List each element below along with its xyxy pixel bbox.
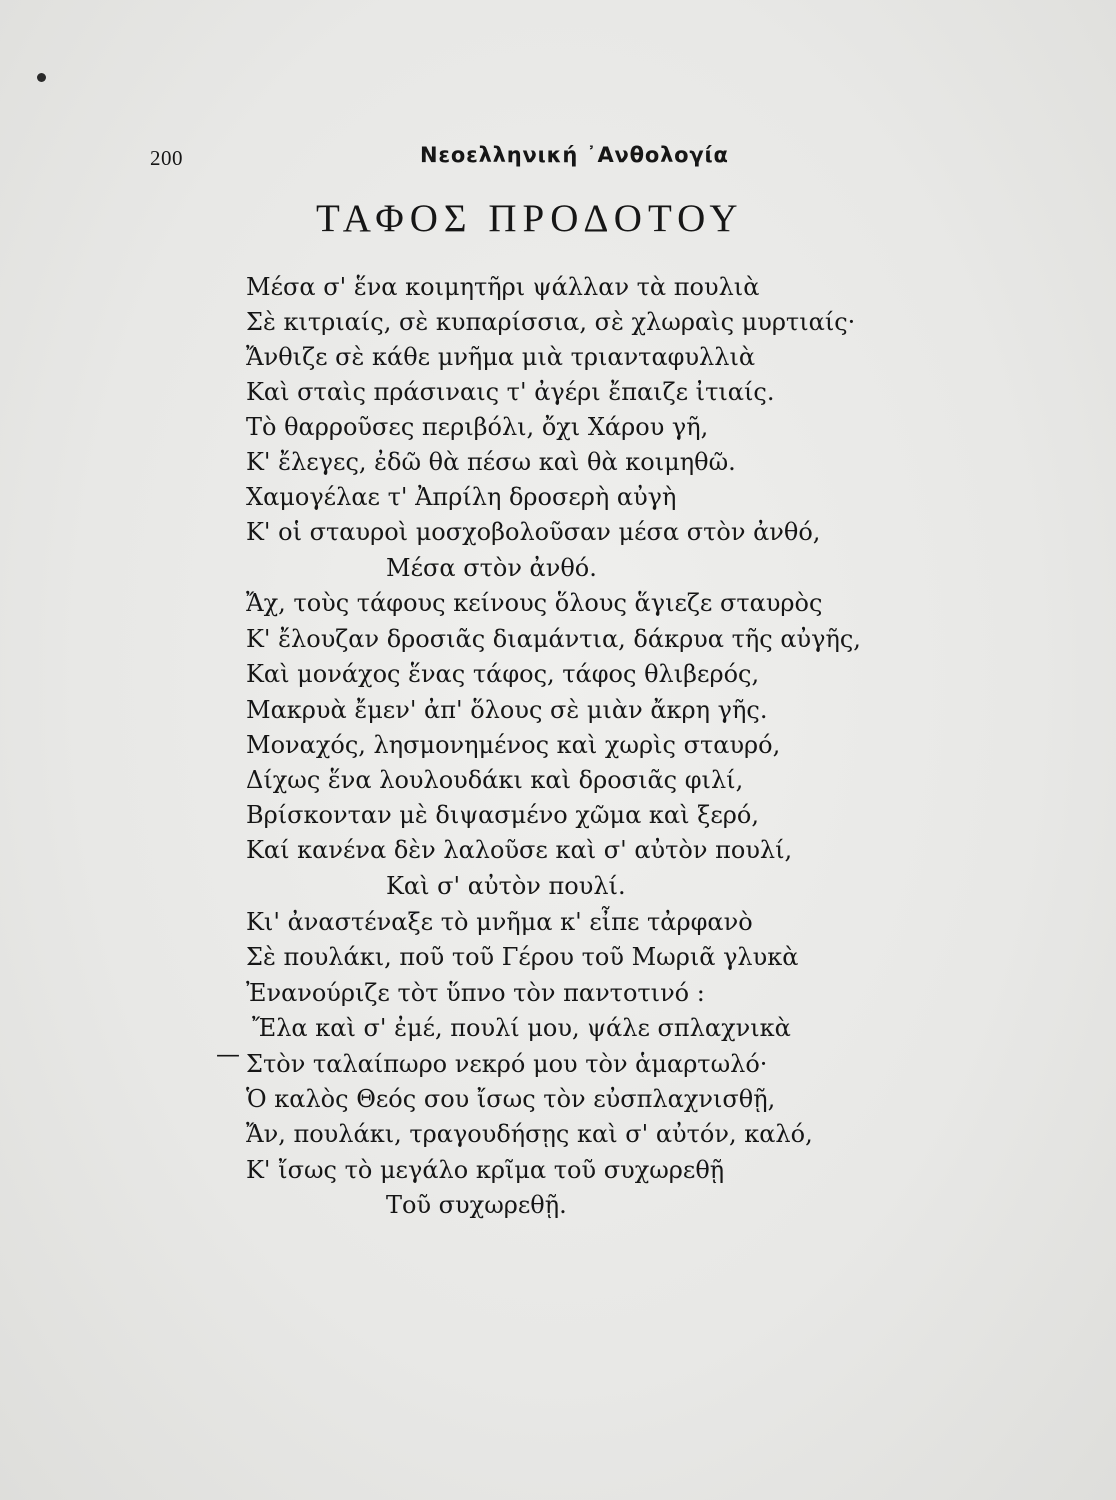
poem-line: Δίχως ἕνα λουλουδάκι καὶ δροσιᾶς φιλί, (246, 766, 744, 794)
running-title: Νεοελληνική ᾿Ανθολογία (420, 143, 729, 167)
poem-line: Κ' ἴσως τὸ μεγάλο κρῖμα τοῦ συχωρεθῇ (246, 1156, 725, 1184)
poem-line: Χαμογέλαε τ' Ἀπρίλη δροσερὴ αὐγὴ (246, 483, 677, 511)
page-number: 200 (150, 146, 183, 170)
poem-line-refrain: Τοῦ συχωρεθῇ. (386, 1191, 567, 1219)
poem-line: Ὁ καλὸς Θεός σου ἴσως τὸν εὐσπλαχνισθῇ, (246, 1085, 776, 1113)
poem-line: Καὶ μονάχος ἕνας τάφος, τάφος θλιβερός, (246, 660, 760, 688)
poem-line: Κι' ἀναστέναξε τὸ μνῆμα κ' εἶπε τἀρφανὸ (246, 908, 753, 936)
poem-line: Μακρυὰ ἔμεν' ἀπ' ὅλους σὲ μιὰν ἄκρη γῆς. (246, 696, 768, 724)
poem-title: ΤΑΦΟΣ ΠΡΟΔΟΤΟΥ (316, 197, 744, 240)
poem-line: Στὸν ταλαίπωρο νεκρό μου τὸν ἁμαρτωλό· (246, 1050, 768, 1078)
poem-line: Σὲ κιτριαίς, σὲ κυπαρίσσια, σὲ χλωραὶς μυρτιαίς· (246, 308, 856, 336)
poem-line: Βρίσκονταν μὲ διψασμένο χῶμα καὶ ξερό, (246, 801, 759, 829)
poem-line-refrain: Καὶ σ' αὐτὸν πουλί. (386, 872, 626, 900)
poem-line: Ἄνθιζε σὲ κάθε μνῆμα μιὰ τριανταφυλλιὰ (246, 343, 756, 371)
poem-line: Σὲ πουλάκι, ποῦ τοῦ Γέρου τοῦ Μωριᾶ γλυκὰ (246, 943, 799, 971)
poem-line: Ἐνανούριζε τὸτ ὕπνο τὸν παντοτινό : (246, 979, 705, 1007)
poem-line: Τὸ θαρροῦσες περιβόλι, ὄχι Χάρου γῆ, (246, 413, 709, 441)
poem-line: Κ' οἱ σταυροὶ μοσχοβολοῦσαν μέσα στὸν ἀνθό, (246, 518, 821, 546)
poem-line: Κ' ἔλεγες, ἐδῶ θὰ πέσω καὶ θὰ κοιμηθῶ. (246, 448, 736, 476)
poem-line: Ἄχ, τοὺς τάφους κείνους ὅλους ἅγιεζε σταυρὸς (246, 589, 823, 617)
poem-line: Κ' ἔλουζαν δροσιᾶς διαμάντια, δάκρυα τῆς αὐγῆς, (246, 625, 861, 653)
dialogue-dash: — (216, 1040, 240, 1068)
poem-line-refrain: Μέσα στὸν ἀνθό. (386, 554, 597, 582)
poem-line: Καὶ σταὶς πράσιναις τ' ἀγέρι ἔπαιζε ἰτιαίς. (246, 378, 775, 406)
ink-speck (37, 73, 46, 82)
poem-line: Ἄν, πουλάκι, τραγουδήσῃς καὶ σ' αὐτόν, καλό, (246, 1120, 813, 1148)
poem-line: Μέσα σ' ἕνα κοιμητῆρι ψάλλαν τὰ πουλιὰ (246, 273, 760, 301)
poem-line: Καί κανένα δὲν λαλοῦσε καὶ σ' αὐτὸν πουλί, (246, 836, 793, 864)
poem-line: Μοναχός, λησμονημένος καὶ χωρὶς σταυρό, (246, 731, 781, 759)
poem-line: Ἔλα καὶ σ' ἐμέ, πουλί μου, ψάλε σπλαχνικὰ (252, 1014, 791, 1042)
